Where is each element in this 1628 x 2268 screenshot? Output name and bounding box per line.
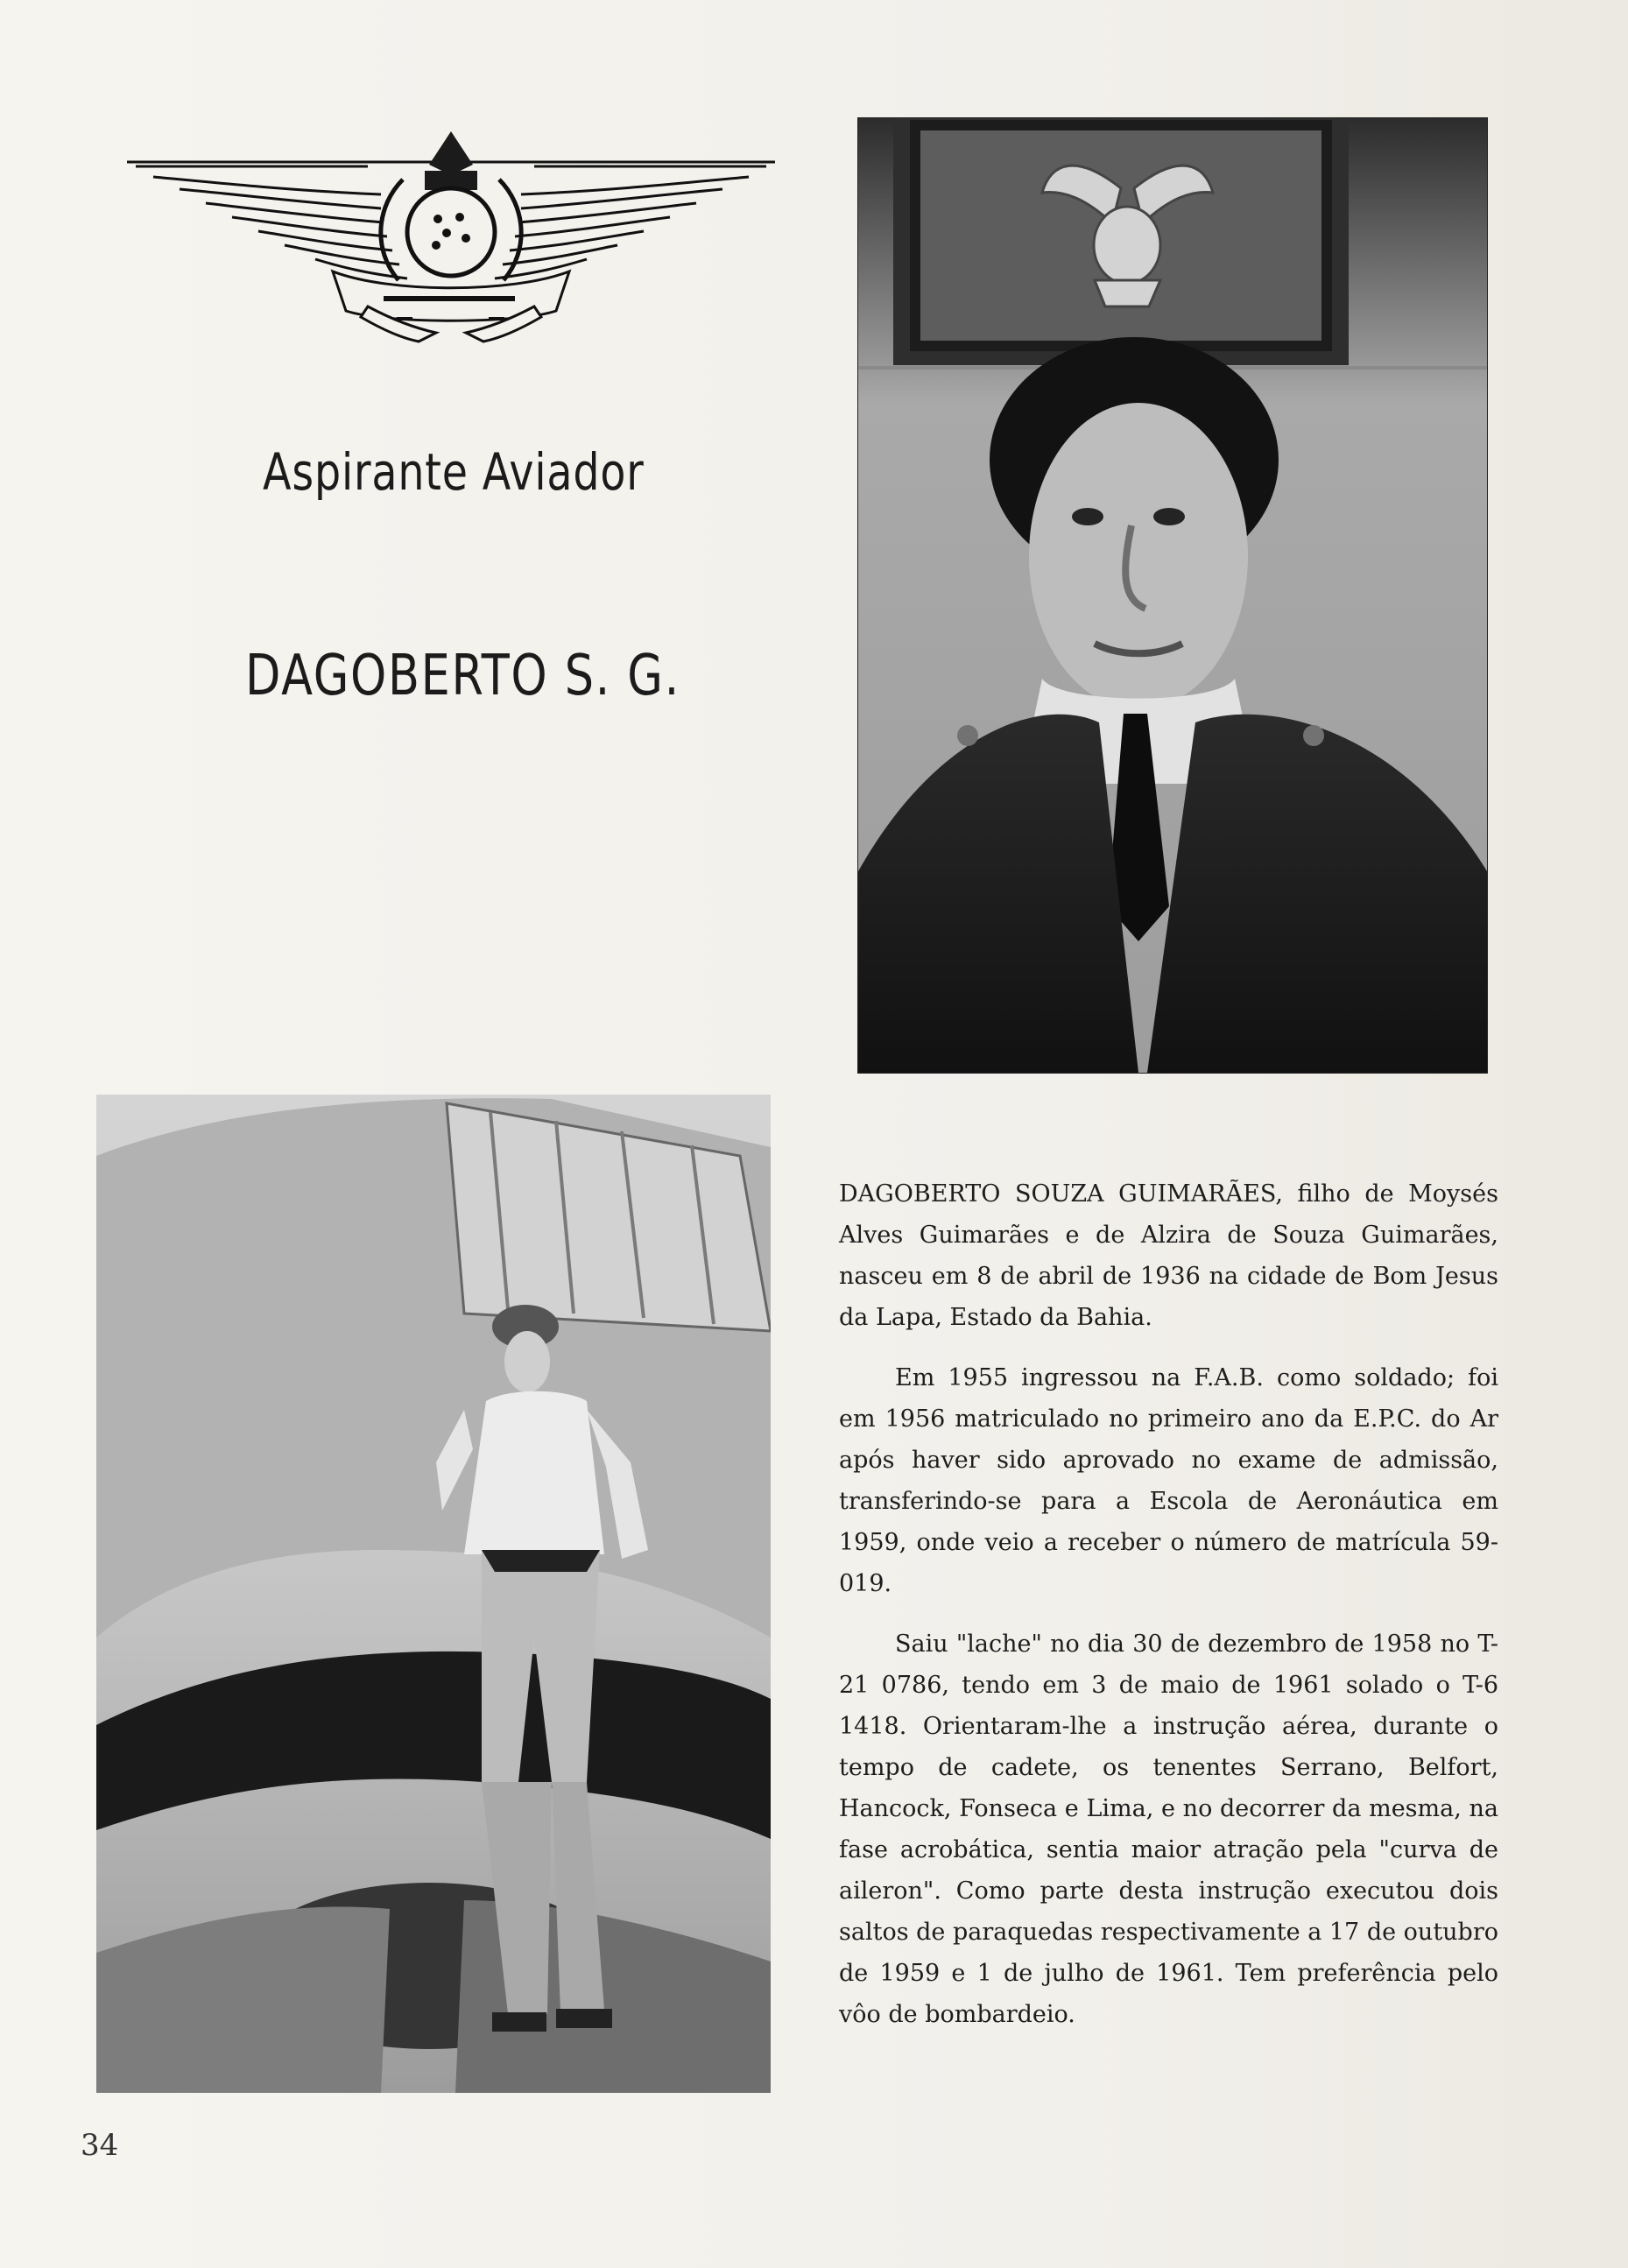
- biography-paragraph: Saiu "lache" no dia 30 de dezembro de 1958 no T-21 0786, tendo em 3 de maio de 1961 solado o T-6 1418. Orientaram-lhe a instrução aérea, durante o tempo de cadete, os tenentes Serrano, Belfort, Hancock, Fonseca e Lima, e no decorrer da mesma, na fase acrobática, sentia maior atração pela "curva de aileron". Como parte desta instrução executou dois saltos de paraquedas respectivamente a 17 de outubro de 1959 e 1 de julho de 1961. Tem preferência pelo vôo de bombardeio.: [839, 1631, 1498, 2028]
- aircraft-photo: [96, 1095, 771, 2093]
- aircraft-image: [96, 1095, 771, 2093]
- cadet-name: DAGOBERTO S. G.: [245, 644, 680, 708]
- biography: [839, 1173, 1498, 2054]
- insignia-graphic: [105, 123, 797, 350]
- wings-insignia: [105, 123, 797, 350]
- rank-title: Aspirante Aviador: [263, 442, 645, 502]
- biography-paragraph: DAGOBERTO SOUZA GUIMARÃES, filho de Moysés Alves Guimarães e de Alzira de Souza Guimarães, nasceu em 8 de abril de 1936 na cidade de Bom Jesus da Lapa, Estado da Bahia.: [839, 1180, 1498, 1331]
- portrait-image: [858, 118, 1487, 1073]
- portrait-photo: [858, 118, 1487, 1073]
- page-number: 34: [81, 2128, 119, 2163]
- biography-paragraph: Em 1955 ingressou na F.A.B. como soldado; foi em 1956 matriculado no primeiro ano da E.P.C. do Ar após haver sido aprovado no exame de admissão, transferindo-se para a Escola de Aeronáutica em 1959, onde veio a receber o número de matrícula 59-019.: [839, 1364, 1498, 1597]
